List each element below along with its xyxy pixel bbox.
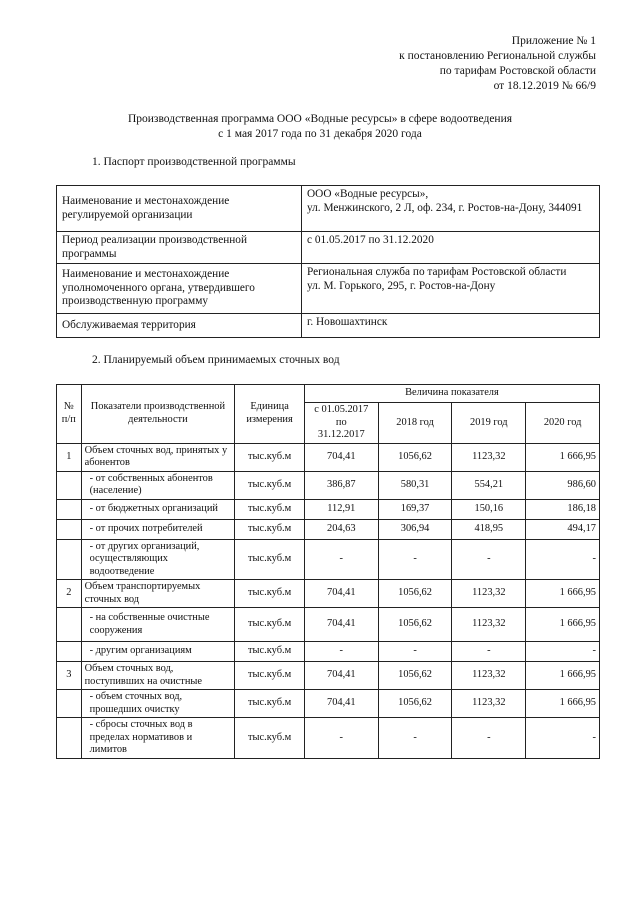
row-num: 3 (57, 662, 82, 690)
passport-table (56, 185, 600, 338)
row-value-2020: 986,60 (526, 471, 600, 499)
header-num: № п/п (57, 385, 82, 444)
row-value-2017: - (304, 718, 378, 759)
row-value-2020: - (526, 642, 600, 662)
row-value-2017: 704,41 (304, 580, 378, 608)
passport-row (57, 264, 600, 314)
row-value-2019: - (452, 539, 526, 580)
table-row (57, 608, 600, 642)
passport-label: Наименование и местонахождение регулируемой организации (57, 186, 302, 232)
passport-label: Наименование и местонахождение уполномоченного органа, утвердившего производственную программу (57, 264, 302, 314)
appendix-line: по тарифам Ростовской области (439, 65, 596, 77)
row-value-2018: 1056,62 (378, 580, 452, 608)
row-value-2018: 1056,62 (378, 608, 452, 642)
row-unit: тыс.куб.м (235, 471, 305, 499)
header-unit: Единица измерения (235, 385, 305, 444)
row-value-2020: 494,17 (526, 519, 600, 539)
title-line: с 1 мая 2017 года по 31 декабря 2020 года (218, 128, 422, 140)
row-unit: тыс.куб.м (235, 443, 305, 471)
row-value-2018: 306,94 (378, 519, 452, 539)
row-num (57, 519, 82, 539)
row-value-2020: 1 666,95 (526, 662, 600, 690)
appendix-line: от 18.12.2019 № 66/9 (493, 80, 596, 92)
table-row (57, 519, 600, 539)
table-row (57, 690, 600, 718)
row-value-2017: 386,87 (304, 471, 378, 499)
header-indicator: Показатели производственной деятельности (81, 385, 235, 444)
row-value-2018: 1056,62 (378, 443, 452, 471)
row-unit: тыс.куб.м (235, 608, 305, 642)
row-unit: тыс.куб.м (235, 519, 305, 539)
passport-value: с 01.05.2017 по 31.12.2020 (302, 232, 600, 264)
row-value-2019: 1123,32 (452, 662, 526, 690)
table-row (57, 642, 600, 662)
volume-table (56, 384, 600, 759)
table-row (57, 662, 600, 690)
row-value-2020: 1 666,95 (526, 443, 600, 471)
row-unit: тыс.куб.м (235, 539, 305, 580)
row-value-2020: 186,18 (526, 499, 600, 519)
passport-label: Период реализации производственной программы (57, 232, 302, 264)
row-value-2018: 1056,62 (378, 690, 452, 718)
row-value-2017: - (304, 642, 378, 662)
row-num (57, 471, 82, 499)
table-row (57, 499, 600, 519)
row-value-2018: - (378, 539, 452, 580)
row-num: 1 (57, 443, 82, 471)
row-value-2020: - (526, 539, 600, 580)
row-indicator: - на собственные очистные сооружения (81, 608, 235, 642)
row-indicator: - объем сточных вод, прошедших очистку (81, 690, 235, 718)
row-indicator: Объем транспортируемых сточных вод (81, 580, 235, 608)
row-value-2017: 704,41 (304, 662, 378, 690)
table-row (57, 580, 600, 608)
passport-row (57, 232, 600, 264)
row-num (57, 499, 82, 519)
passport-value: ООО «Водные ресурсы», ул. Менжинского, 2 Л, оф. 234, г. Ростов-на-Дону, 344091 (302, 186, 600, 232)
row-value-2019: 418,95 (452, 519, 526, 539)
row-indicator: - другим организациям (81, 642, 235, 662)
table-row (57, 471, 600, 499)
table-row (57, 539, 600, 580)
row-value-2018: - (378, 718, 452, 759)
row-value-2017: 204,63 (304, 519, 378, 539)
row-value-2019: - (452, 718, 526, 759)
row-value-2017: 704,41 (304, 608, 378, 642)
header-period-2020: 2020 год (526, 403, 600, 444)
row-value-2018: 1056,62 (378, 662, 452, 690)
header-period-2019: 2019 год (452, 403, 526, 444)
row-value-2017: 704,41 (304, 443, 378, 471)
row-value-2020: 1 666,95 (526, 690, 600, 718)
row-indicator: - от бюджетных организаций (81, 499, 235, 519)
table-row (57, 443, 600, 471)
row-value-2019: 1123,32 (452, 580, 526, 608)
row-value-2019: 1123,32 (452, 443, 526, 471)
row-value-2020: 1 666,95 (526, 580, 600, 608)
appendix-line: Приложение № 1 (511, 35, 596, 47)
header-period-2018: 2018 год (378, 403, 452, 444)
section-heading-volume: 2. Планируемый объем принимаемых сточных вод (92, 354, 340, 366)
row-indicator: Объем сточных вод, принятых у абонентов (81, 443, 235, 471)
row-num (57, 608, 82, 642)
row-value-2017: - (304, 539, 378, 580)
document-title (0, 112, 640, 142)
row-num (57, 642, 82, 662)
appendix-line: к постановлению Региональной службы (399, 50, 596, 62)
row-unit: тыс.куб.м (235, 718, 305, 759)
row-unit: тыс.куб.м (235, 580, 305, 608)
row-value-2019: - (452, 642, 526, 662)
table-row (57, 718, 600, 759)
passport-label: Обслуживаемая территория (57, 314, 302, 338)
row-value-2019: 554,21 (452, 471, 526, 499)
row-unit: тыс.куб.м (235, 690, 305, 718)
row-unit: тыс.куб.м (235, 499, 305, 519)
row-num (57, 539, 82, 580)
row-indicator: - сбросы сточных вод в пределах нормативов и лимитов (81, 718, 235, 759)
passport-row (57, 314, 600, 338)
row-indicator: - от собственных абонентов (население) (81, 471, 235, 499)
title-line: Производственная программа ООО «Водные ресурсы» в сфере водоотведения (127, 113, 513, 125)
header-period-2017: с 01.05.2017 по 31.12.2017 (304, 403, 378, 444)
row-value-2020: - (526, 718, 600, 759)
row-unit: тыс.куб.м (235, 642, 305, 662)
row-value-2018: 580,31 (378, 471, 452, 499)
section-heading-passport: 1. Паспорт производственной программы (92, 156, 296, 168)
row-value-2017: 112,91 (304, 499, 378, 519)
appendix-block (399, 34, 596, 94)
row-value-2018: 169,37 (378, 499, 452, 519)
row-num (57, 690, 82, 718)
row-indicator: - от других организаций, осуществляющих водоотведение (81, 539, 235, 580)
row-value-2019: 150,16 (452, 499, 526, 519)
row-indicator: - от прочих потребителей (81, 519, 235, 539)
header-value-group: Величина показателя (304, 385, 599, 403)
row-num: 2 (57, 580, 82, 608)
row-value-2018: - (378, 642, 452, 662)
row-value-2020: 1 666,95 (526, 608, 600, 642)
row-indicator: Объем сточных вод, поступивших на очистные (81, 662, 235, 690)
passport-row (57, 186, 600, 232)
row-num (57, 718, 82, 759)
row-value-2019: 1123,32 (452, 690, 526, 718)
row-unit: тыс.куб.м (235, 662, 305, 690)
row-value-2019: 1123,32 (452, 608, 526, 642)
passport-value: Региональная служба по тарифам Ростовской области ул. М. Горького, 295, г. Ростов-на-Дону (302, 264, 600, 314)
passport-value: г. Новошахтинск (302, 314, 600, 338)
row-value-2017: 704,41 (304, 690, 378, 718)
